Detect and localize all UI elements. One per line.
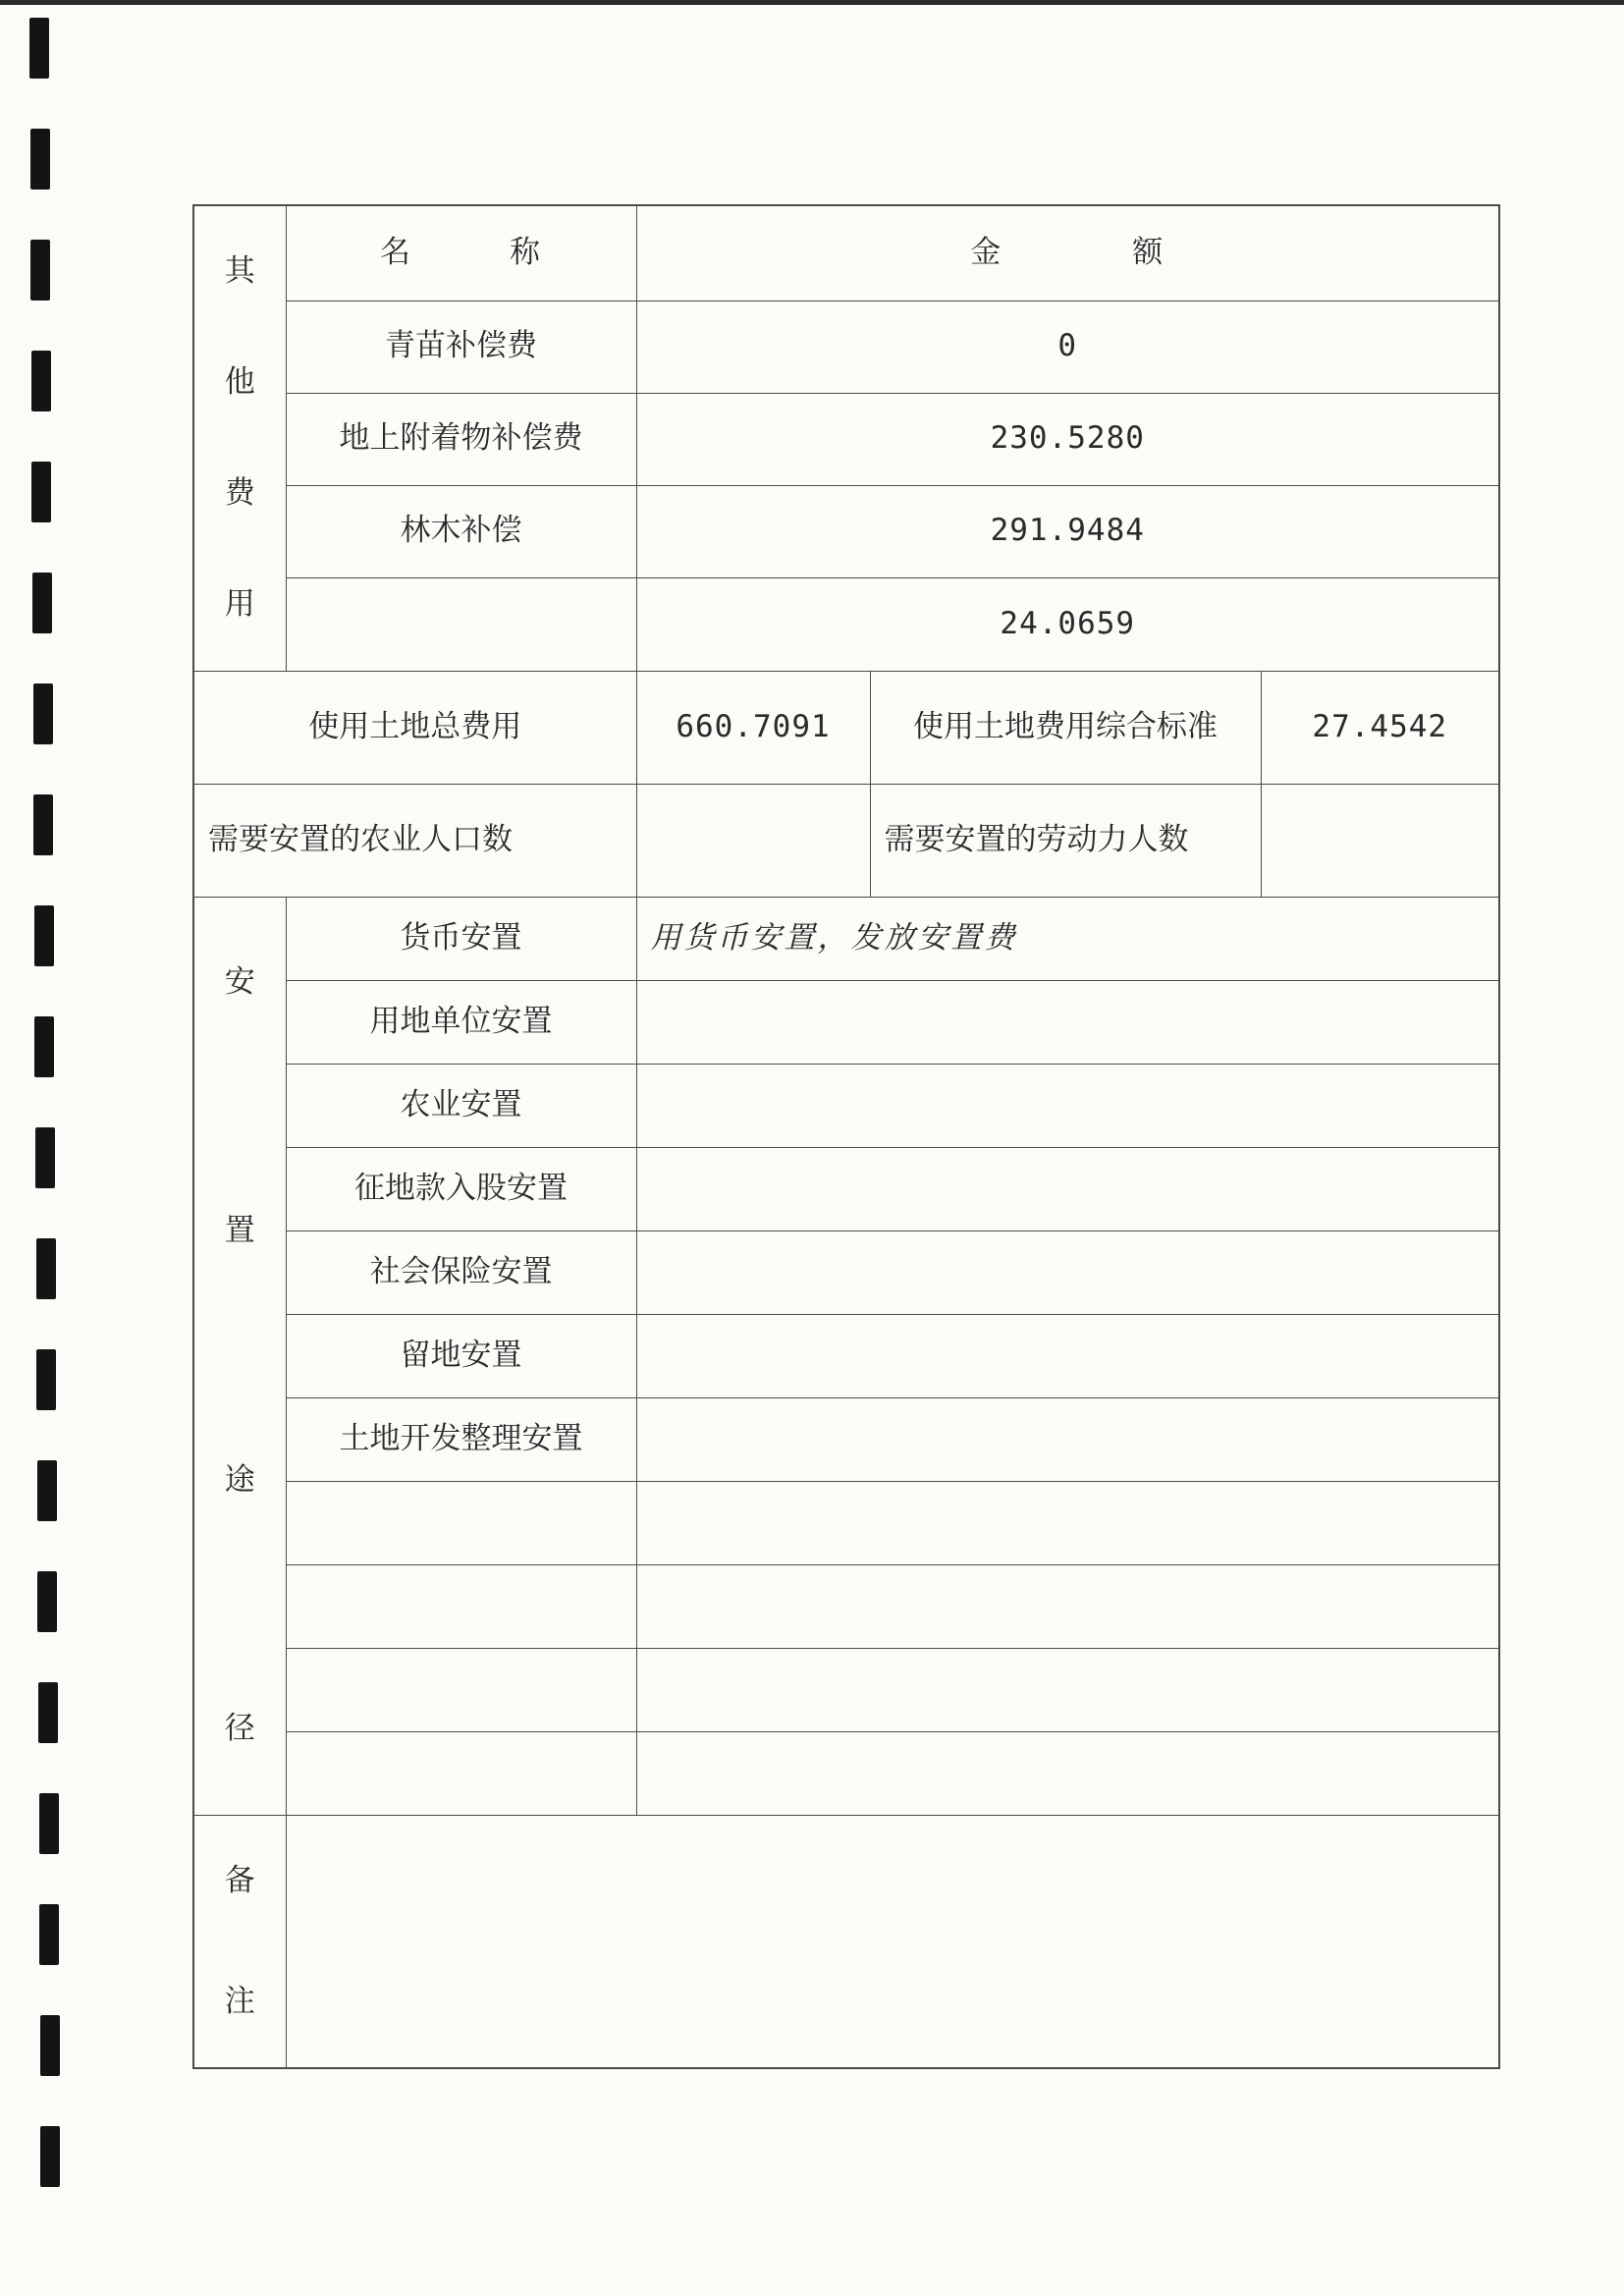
binding-mark: [30, 240, 50, 301]
binding-mark: [40, 2015, 60, 2076]
binding-mark: [33, 683, 53, 744]
binding-mark: [34, 905, 54, 966]
population-row: [193, 784, 1499, 897]
binding-mark: [31, 351, 51, 411]
binding-mark: [40, 2126, 60, 2187]
resettlement-value-cell: [636, 1314, 1499, 1397]
labor-count-value: [1261, 784, 1499, 897]
binding-strip: [29, 0, 53, 2296]
resettlement-value-cell: [636, 1397, 1499, 1481]
binding-mark: [38, 1682, 58, 1743]
resettlement-value-cell: [636, 1147, 1499, 1230]
fee-amount-cell: 291.9484: [636, 485, 1499, 577]
other-fees-row: [193, 393, 1499, 485]
binding-mark: [37, 1571, 57, 1632]
fee-amount-cell: 24.0659: [636, 577, 1499, 671]
section-char: 费: [224, 475, 255, 512]
section-char: 用: [224, 586, 255, 623]
resettlement-row: [193, 980, 1499, 1064]
resettlement-value-cell: [636, 1064, 1499, 1147]
resettlement-value-cell: [636, 1731, 1499, 1815]
resettlement-row: [193, 1648, 1499, 1731]
resettlement-name-cell: 农业安置: [286, 1064, 636, 1147]
standard-fee-label: 使用土地费用综合标准: [870, 671, 1261, 784]
labor-count-label: 需要安置的劳动力人数: [870, 784, 1261, 897]
resettlement-row: [193, 1481, 1499, 1564]
fee-name-cell: 林木补偿: [286, 485, 636, 577]
resettlement-name-cell: 社会保险安置: [286, 1230, 636, 1314]
resettlement-value-cell: [636, 980, 1499, 1064]
resettlement-row: [193, 1564, 1499, 1648]
resettlement-name-cell: [286, 1481, 636, 1564]
binding-mark: [29, 18, 49, 79]
binding-mark: [32, 573, 52, 633]
fee-name-cell: 地上附着物补偿费: [286, 393, 636, 485]
fee-amount-cell: 0: [636, 301, 1499, 393]
resettlement-value-cell: [636, 1230, 1499, 1314]
resettlement-name-cell: [286, 1648, 636, 1731]
other-fees-row: [193, 485, 1499, 577]
binding-mark: [34, 1016, 54, 1077]
other-fees-header-row: [193, 205, 1499, 301]
resettlement-name-cell: 用地单位安置: [286, 980, 636, 1064]
land-expropriation-form-table: [192, 204, 1500, 2069]
resettlement-row: [193, 897, 1499, 980]
other-fees-row: [193, 577, 1499, 671]
resettlement-name-cell: [286, 1731, 636, 1815]
totals-row: [193, 671, 1499, 784]
resettlement-value-cell: [636, 1564, 1499, 1648]
fee-name-cell: [286, 577, 636, 671]
section-char: 置: [224, 1213, 255, 1249]
resettlement-row: [193, 1064, 1499, 1147]
binding-mark: [36, 1238, 56, 1299]
binding-mark: [37, 1460, 57, 1521]
standard-fee-value: 27.4542: [1261, 671, 1499, 784]
header-name-cell: 名 称: [286, 205, 636, 301]
other-fees-section-label: [193, 205, 286, 671]
section-char: 其: [224, 252, 255, 289]
fee-name-cell: 青苗补偿费: [286, 301, 636, 393]
resettlement-row: [193, 1230, 1499, 1314]
resettlement-name-cell: 土地开发整理安置: [286, 1397, 636, 1481]
resettlement-value-cell: [636, 1648, 1499, 1731]
resettlement-value-cell: [636, 1481, 1499, 1564]
remarks-section-label: [193, 1815, 286, 2068]
resettlement-row: [193, 1314, 1499, 1397]
agri-population-value: [636, 784, 870, 897]
resettlement-name-cell: 征地款入股安置: [286, 1147, 636, 1230]
section-char: 备: [224, 1862, 255, 1898]
binding-mark: [33, 794, 53, 855]
binding-mark: [39, 1793, 59, 1854]
section-char: 途: [224, 1461, 255, 1498]
agri-population-label: 需要安置的农业人口数: [193, 784, 636, 897]
header-amount-cell: 金 额: [636, 205, 1499, 301]
binding-mark: [30, 129, 50, 190]
page-top-edge: [0, 0, 1624, 5]
resettlement-row: [193, 1731, 1499, 1815]
section-char: 安: [224, 964, 255, 1001]
total-fee-value: 660.7091: [636, 671, 870, 784]
resettlement-section-label: [193, 897, 286, 1815]
remarks-row: [193, 1815, 1499, 2068]
binding-mark: [35, 1127, 55, 1188]
binding-mark: [36, 1349, 56, 1410]
resettlement-row: [193, 1397, 1499, 1481]
resettlement-name-cell: 货币安置: [286, 897, 636, 980]
form-page: [192, 204, 1498, 2069]
section-char: 他: [224, 364, 255, 401]
binding-mark: [39, 1904, 59, 1965]
resettlement-value-cell: 用货币安置，发放安置费: [636, 897, 1499, 980]
binding-mark: [31, 462, 51, 522]
fee-amount-cell: 230.5280: [636, 393, 1499, 485]
resettlement-name-cell: 留地安置: [286, 1314, 636, 1397]
total-fee-label: 使用土地总费用: [193, 671, 636, 784]
section-char: 径: [224, 1710, 255, 1746]
resettlement-name-cell: [286, 1564, 636, 1648]
other-fees-row: [193, 301, 1499, 393]
resettlement-row: [193, 1147, 1499, 1230]
section-char: 注: [224, 1983, 255, 2019]
remarks-value: [286, 1815, 1499, 2068]
